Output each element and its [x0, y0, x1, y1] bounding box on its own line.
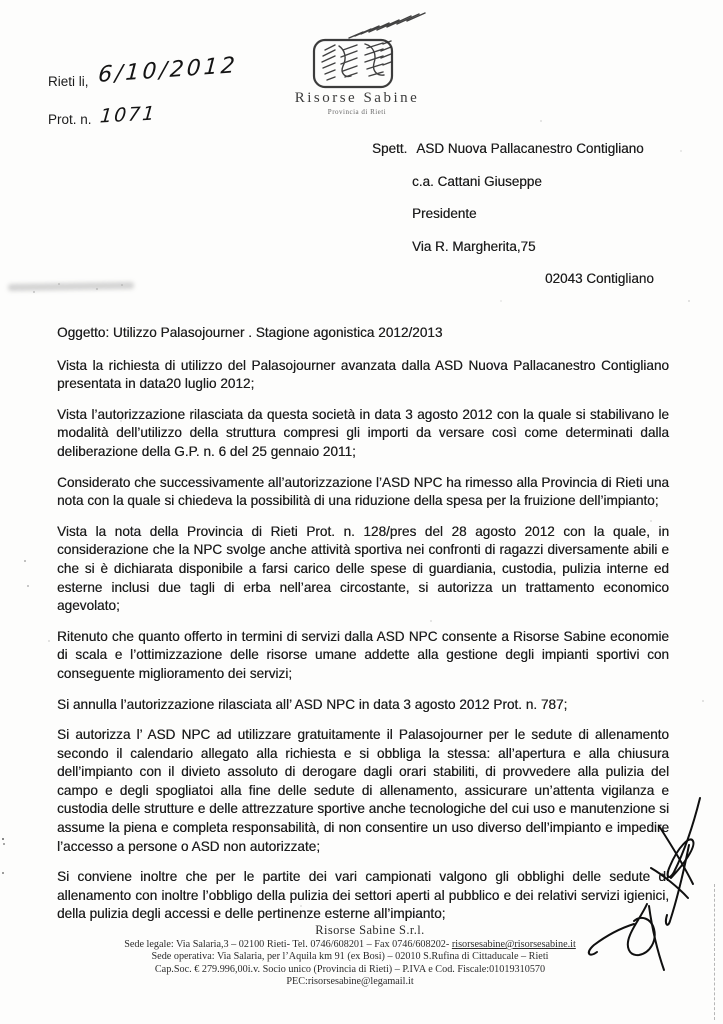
recipient-city: 02043 Contigliano [545, 271, 654, 286]
scan-noise [0, 0, 2, 2]
body-paragraph: Si autorizza l’ ASD NPC ad utilizzare gratuitamente il Palasojourner per le sedute di allenamento secondo il calendario allegato alla richiesta e si obbliga la stessa: all’apertura e alla chiusura dell’impianto con il divieto assoluto di derogare dagli orari stabiliti, di provvedere alla pulizia del campo e degli spogliatoi alla fine delle sedute di allenamento, assicurare un’attenta vigilanza e custodia delle strutture e delle attrezzature sportive anche tecnologiche del cui uso e manutenzione si assume la piena e completa responsabilità, di non consentire un uso diverso dell’impianto e impedire l’accesso a persone o ASD non autorizzate; [57, 727, 669, 854]
footer-pec-address: PEC:risorsesabine@legamail.it [286, 976, 414, 988]
recipient-attention: c.a. Cattani Giuseppe [412, 173, 542, 189]
logo-subtitle: Provincia di Rieti [327, 108, 387, 116]
letter-body [57, 324, 669, 936]
footer-block [25, 923, 675, 989]
logo-scribble-stamp-icon [277, 10, 437, 92]
footer-company-name: Risorse Sabine S.r.l. [315, 923, 425, 937]
body-paragraph: Si conviene inoltre che per le partite dei vari campionati valgono gli obblighi delle sedute di allenamento con inoltre l’obbligo della pulizia dei settori aperti al pubblico e dei relativi servizi igienici, della pulizia degli accessi e delle pertinenze esterne all’impianto; [57, 869, 669, 922]
body-paragraph: Ritenuto che quanto offerto in termini di servizi dalla ASD NPC consente a Risorse Sabine economie di scala e l’ottimizzazione delle risorse umane addette alla gestione degli impianti sportivi con conseguente miglioramento dei servizi; [57, 628, 669, 681]
recipient-line-1 [372, 133, 654, 166]
handwritten-protocol-number: 1071 [99, 102, 158, 128]
recipient-salutation: Spett. [372, 141, 408, 156]
footer-email: risorsesabine@risorsesabine.it [451, 939, 576, 950]
handwritten-date: 6/10/2012 [97, 53, 239, 88]
logo-wordmark: Risorse Sabine [294, 90, 420, 106]
company-logo [277, 10, 437, 116]
footer-legal-address: Sede legale: Via Salaria,3 – 02100 Rieti- Tel. 0746/608201 – Fax 0746/608202- [124, 939, 452, 950]
body-paragraph: Considerato che successivamente all’autorizzazione l’ASD NPC ha rimesso alla Provincia di Rieti una nota con la quale si chiedeva la possibilità di una riduzione della spesa per la fruizione dell’impianto; [57, 474, 669, 509]
body-paragraph: Vista la nota della Provincia di Rieti Prot. n. 128/pres del 28 agosto 2012 con la quale, in considerazione che la NPC svolge anche attività sportiva nei confronti di ragazzi diversamente abili e che si è dichiarata disponibile a farsi carico delle spese di guardiania, custodia, pulizia interne ed esterne inclusi due tagli di erba nell’area circostante, si autorizza un trattamento economico agevolato; [57, 523, 669, 614]
footer-fiscal-info: Cap.Soc. € 279.996,00i.v. Socio unico (Provincia di Rieti) – P.IVA e Cod. Fiscale:01019310570 [154, 963, 546, 975]
body-paragraph: Vista l’autorizzazione rilasciata da questa società in data 3 agosto 2012 con la quale si stabilivano le modalità dell’utilizzo della struttura compresi gli importi da versare così come determinati dalla deliberazione della G.P. n. 6 del 25 gennaio 2011; [57, 406, 669, 459]
recipient-organization: ASD Nuova Pallacanestro Contigliano [416, 141, 644, 156]
scan-smudge [8, 282, 134, 291]
protocol-label: Prot. n. [48, 112, 92, 127]
recipient-role: Presidente [412, 206, 477, 221]
subject-line: Oggetto: Utilizzo Palasojourner . Stagione agonistica 2012/2013 [57, 325, 443, 340]
recipient-street: Via R. Margherita,75 [412, 238, 536, 254]
body-paragraph: Vista la richiesta di utilizzo del Palasojourner avanzata dalla ASD Nuova Pallacanestro Contigliano presentata in data20 luglio 2012; [57, 357, 669, 392]
footer-operational-address: Sede operativa: Via Salaria, per l’Aquila km 91 (ex Bosi) – 02010 S.Rufina di Cittaducale – Rieti [151, 951, 549, 963]
place-date-label: Rieti li, [48, 74, 89, 89]
body-paragraph: Si annulla l’autorizzazione rilasciata all’ ASD NPC in data 3 agosto 2012 Prot. n. 787; [57, 696, 568, 712]
recipient-block [372, 133, 654, 296]
paper-edge-shadow [714, 884, 715, 1020]
footer-legal-address-line [25, 939, 675, 951]
